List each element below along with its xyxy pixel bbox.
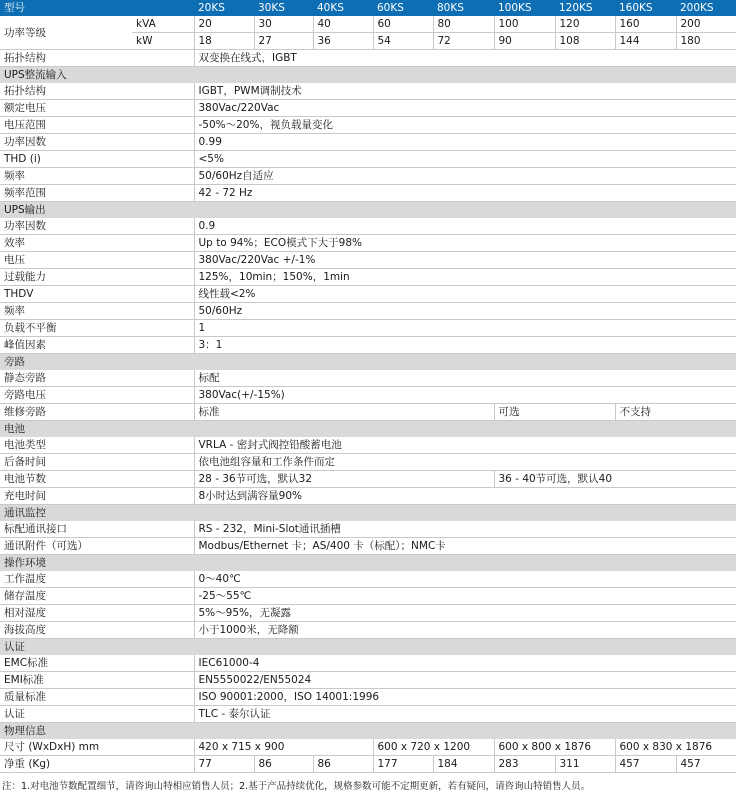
weight-value: 457	[615, 756, 676, 773]
spec-row	[0, 83, 736, 100]
spec-value: 小于1000米，无降额	[194, 622, 736, 639]
kw-value: 144	[615, 33, 676, 50]
spec-value: IGBT，PWM调制技术	[194, 83, 736, 100]
section-title: 旁路	[0, 354, 736, 371]
section-header-physical	[0, 723, 736, 740]
section-header-input	[0, 67, 736, 84]
spec-value: EN5550022/EN55024	[194, 672, 736, 689]
spec-label: 峰值因素	[0, 337, 194, 354]
spec-row	[0, 269, 736, 286]
spec-label: 尺寸 (WxDxH) mm	[0, 739, 194, 756]
spec-value: IEC61000-4	[194, 655, 736, 672]
spec-row	[0, 672, 736, 689]
weight-value: 457	[676, 756, 736, 773]
spec-row	[0, 286, 736, 303]
spec-value: Up to 94%；ECO模式下大于98%	[194, 235, 736, 252]
spec-value: 标配	[194, 370, 736, 387]
spec-label: 海拔高度	[0, 622, 194, 639]
model-name: 20KS	[194, 0, 254, 16]
section-header-cert	[0, 639, 736, 656]
spec-value: 28 - 36节可选，默认32	[194, 471, 494, 488]
spec-label: 过载能力	[0, 269, 194, 286]
spec-label: 相对湿度	[0, 605, 194, 622]
section-header-env	[0, 555, 736, 572]
section-header-battery	[0, 421, 736, 438]
spec-label: 工作温度	[0, 571, 194, 588]
spec-value: 双变换在线式，IGBT	[194, 50, 736, 67]
spec-value: VRLA - 密封式阀控铅酸蓄电池	[194, 437, 736, 454]
spec-value: 标准	[194, 404, 494, 421]
spec-row	[0, 387, 736, 404]
spec-row	[0, 756, 736, 773]
weight-value: 177	[373, 756, 433, 773]
weight-value: 283	[494, 756, 555, 773]
spec-value: 可选	[494, 404, 615, 421]
spec-row	[0, 337, 736, 354]
spec-value: 0.99	[194, 134, 736, 151]
kw-value: 180	[676, 33, 736, 50]
spec-label: 额定电压	[0, 100, 194, 117]
section-title: 操作环境	[0, 555, 736, 572]
table-header-row	[0, 0, 736, 16]
section-header-output	[0, 202, 736, 219]
spec-label: 充电时间	[0, 488, 194, 505]
spec-value: 42 - 72 Hz	[194, 185, 736, 202]
spec-value: 5%～95%，无凝露	[194, 605, 736, 622]
kw-value: 18	[194, 33, 254, 50]
spec-label: 电池节数	[0, 471, 194, 488]
spec-value: 125%，10min；150%，1min	[194, 269, 736, 286]
spec-label: 质量标准	[0, 689, 194, 706]
spec-row	[0, 320, 736, 337]
spec-row	[0, 151, 736, 168]
spec-label: 效率	[0, 235, 194, 252]
spec-label: 频率	[0, 303, 194, 320]
spec-value: 600 x 830 x 1876	[615, 739, 736, 756]
spec-value: Modbus/Ethernet 卡；AS/400 卡（标配）；NMC卡	[194, 538, 736, 555]
spec-label: 净重 (Kg)	[0, 756, 194, 773]
spec-label: 负载不平衡	[0, 320, 194, 337]
spec-row	[0, 117, 736, 134]
spec-value: 0～40℃	[194, 571, 736, 588]
spec-label: THDV	[0, 286, 194, 303]
spec-row	[0, 185, 736, 202]
spec-label: 通讯附件（可选）	[0, 538, 194, 555]
spec-row	[0, 706, 736, 723]
spec-value: 线性载<2%	[194, 286, 736, 303]
spec-row	[0, 50, 736, 67]
weight-value: 86	[313, 756, 373, 773]
spec-row	[0, 168, 736, 185]
kva-value: 120	[555, 16, 615, 33]
spec-row	[0, 655, 736, 672]
spec-label: 电池类型	[0, 437, 194, 454]
spec-label: 频率	[0, 168, 194, 185]
section-title: 物理信息	[0, 723, 736, 740]
section-title: UPS整流输入	[0, 67, 736, 84]
spec-row	[0, 571, 736, 588]
spec-label: 标配通讯接口	[0, 521, 194, 538]
spec-label: 静态旁路	[0, 370, 194, 387]
spec-value: 36 - 40节可选，默认40	[494, 471, 736, 488]
weight-value: 77	[194, 756, 254, 773]
model-name: 60KS	[373, 0, 433, 16]
spec-label: 拓扑结构	[0, 83, 194, 100]
power-kva-row	[0, 16, 736, 33]
spec-value: RS - 232，Mini-Slot通讯插槽	[194, 521, 736, 538]
spec-value: 380Vac(+/-15%)	[194, 387, 736, 404]
section-title: 通讯监控	[0, 505, 736, 522]
section-header-comm	[0, 505, 736, 522]
kw-value: 108	[555, 33, 615, 50]
spec-label: 认证	[0, 706, 194, 723]
spec-row	[0, 488, 736, 505]
spec-row	[0, 454, 736, 471]
spec-value: 0.9	[194, 218, 736, 235]
spec-label: EMC标准	[0, 655, 194, 672]
spec-value: 3：1	[194, 337, 736, 354]
model-header-label: 型号	[0, 0, 194, 16]
section-title: 认证	[0, 639, 736, 656]
spec-label: 功率因数	[0, 218, 194, 235]
spec-row	[0, 134, 736, 151]
kw-value: 54	[373, 33, 433, 50]
spec-label: 维修旁路	[0, 404, 194, 421]
spec-value: 600 x 720 x 1200	[373, 739, 494, 756]
section-title: 电池	[0, 421, 736, 438]
section-header-bypass	[0, 354, 736, 371]
spec-row	[0, 689, 736, 706]
kva-value: 60	[373, 16, 433, 33]
spec-row	[0, 588, 736, 605]
spec-value: 600 x 800 x 1876	[494, 739, 615, 756]
kva-value: 30	[254, 16, 313, 33]
footnote: 注：1.对电池节数配置细节，请咨询山特相应销售人员；2.基于产品持续优化，规格参数可能不定期更新，若有疑问，请咨询山特销售人员。	[2, 781, 591, 792]
spec-label: EMI标准	[0, 672, 194, 689]
spec-row	[0, 622, 736, 639]
spec-value: 不支持	[615, 404, 736, 421]
spec-row	[0, 404, 736, 421]
spec-label: 后备时间	[0, 454, 194, 471]
spec-value: 8小时达到满容量90%	[194, 488, 736, 505]
spec-value: 50/60Hz自适应	[194, 168, 736, 185]
kva-value: 80	[433, 16, 494, 33]
model-name: 40KS	[313, 0, 373, 16]
spec-row	[0, 252, 736, 269]
power-rating-label: 功率等级	[0, 16, 132, 50]
kva-value: 200	[676, 16, 736, 33]
weight-value: 311	[555, 756, 615, 773]
model-name: 80KS	[433, 0, 494, 16]
spec-row	[0, 100, 736, 117]
weight-value: 184	[433, 756, 494, 773]
spec-row	[0, 370, 736, 387]
spec-value: 380Vac/220Vac	[194, 100, 736, 117]
spec-label: 频率范围	[0, 185, 194, 202]
spec-row	[0, 521, 736, 538]
model-name: 160KS	[615, 0, 676, 16]
kva-value: 160	[615, 16, 676, 33]
spec-value: 依电池组容量和工作条件而定	[194, 454, 736, 471]
kw-unit: kW	[132, 33, 194, 50]
spec-row	[0, 605, 736, 622]
spec-row	[0, 437, 736, 454]
spec-value: 380Vac/220Vac +/-1%	[194, 252, 736, 269]
spec-label: THD (i)	[0, 151, 194, 168]
kw-value: 27	[254, 33, 313, 50]
spec-row	[0, 538, 736, 555]
model-name: 120KS	[555, 0, 615, 16]
kw-value: 90	[494, 33, 555, 50]
spec-label: 电压范围	[0, 117, 194, 134]
spec-value: <5%	[194, 151, 736, 168]
spec-value: ISO 90001:2000，ISO 14001:1996	[194, 689, 736, 706]
spec-value: -50%～20%，视负载量变化	[194, 117, 736, 134]
spec-row	[0, 471, 736, 488]
kw-value: 72	[433, 33, 494, 50]
model-name: 100KS	[494, 0, 555, 16]
model-name: 200KS	[676, 0, 736, 16]
spec-value: TLC - 泰尔认证	[194, 706, 736, 723]
kva-unit: kVA	[132, 16, 194, 33]
model-name: 30KS	[254, 0, 313, 16]
spec-row	[0, 218, 736, 235]
spec-label: 拓扑结构	[0, 50, 194, 67]
weight-value: 86	[254, 756, 313, 773]
section-title: UPS输出	[0, 202, 736, 219]
spec-value: 420 x 715 x 900	[194, 739, 373, 756]
kva-value: 40	[313, 16, 373, 33]
spec-label: 储存温度	[0, 588, 194, 605]
spec-value: 1	[194, 320, 736, 337]
spec-label: 电压	[0, 252, 194, 269]
kva-value: 100	[494, 16, 555, 33]
spec-row	[0, 303, 736, 320]
kva-value: 20	[194, 16, 254, 33]
spec-row	[0, 739, 736, 756]
spec-row	[0, 235, 736, 252]
spec-label: 旁路电压	[0, 387, 194, 404]
spec-label: 功率因数	[0, 134, 194, 151]
spec-value: 50/60Hz	[194, 303, 736, 320]
spec-value: -25～55℃	[194, 588, 736, 605]
kw-value: 36	[313, 33, 373, 50]
